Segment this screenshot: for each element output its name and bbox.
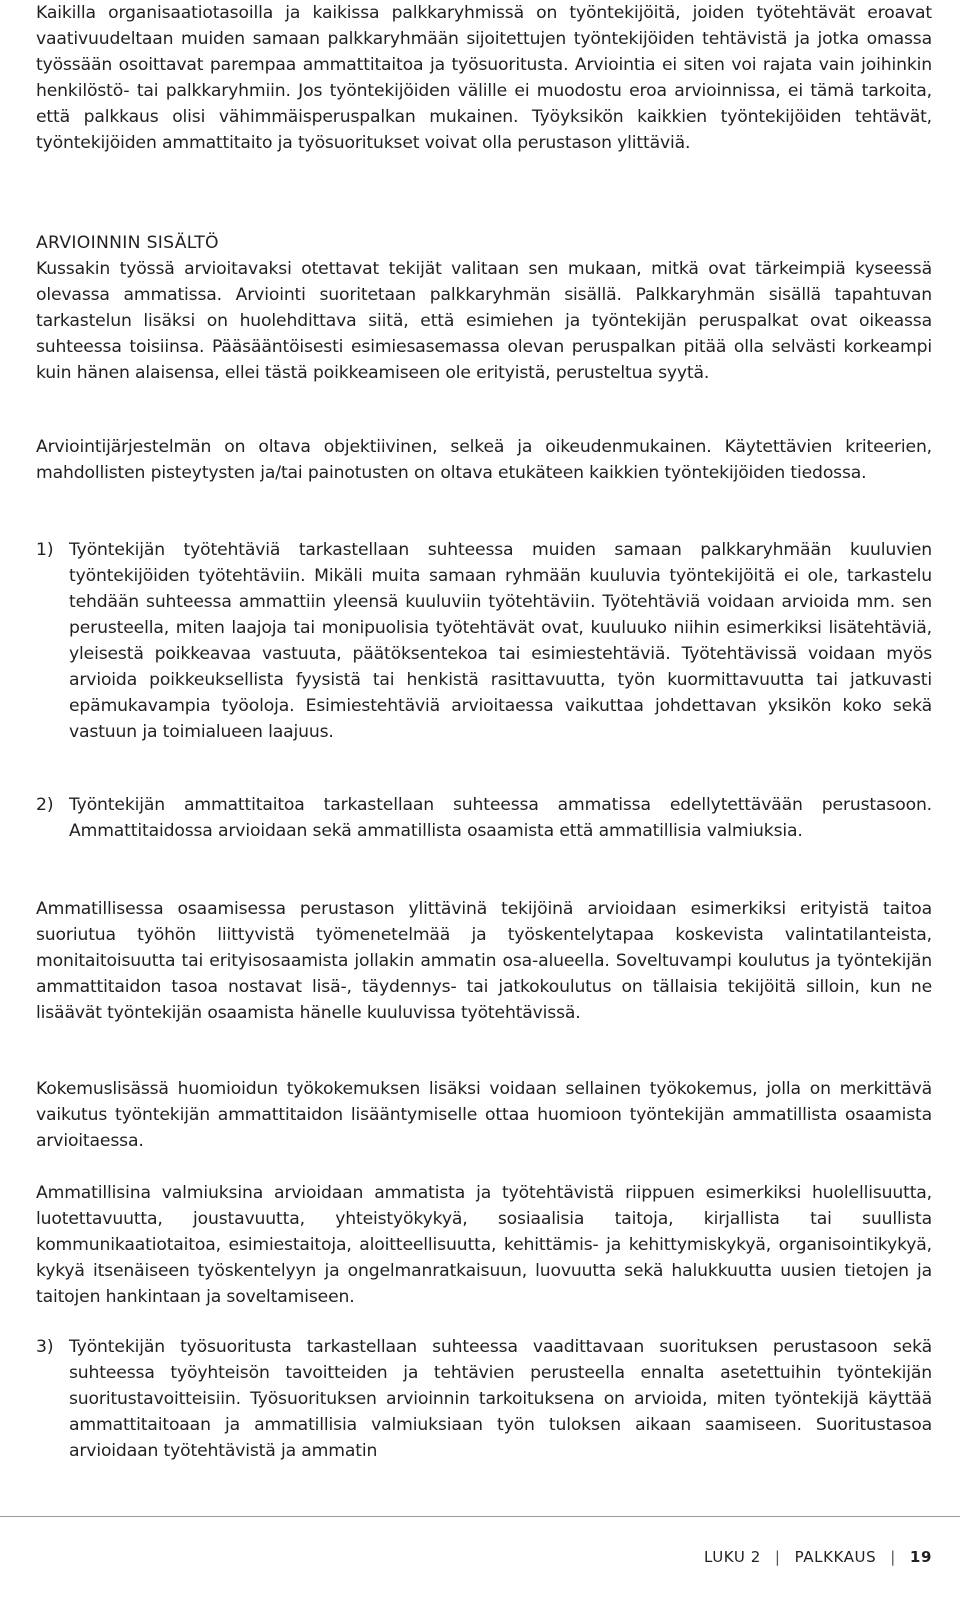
list-item-text: Työntekijän työtehtäviä tarkastellaan suhteessa muiden samaan palkkaryhmään kuuluvien työntekijöiden työtehtäviin. Mikäli muita samaan ryhmään kuuluvia työntekijöitä ei ole, tarkastelu tehdään suhteessa ammattiin yleensä kuuluviin työtehtäviin. Työtehtäviä voidaan arvioida mm. sen perusteella, miten laajoja tai monipuolisia työtehtävät ovat, kuuluuko niihin esimerkiksi lisätehtäviä, yleisestä poikkeavaa vastuuta, päätöksentekoa tai esimiestehtäviä. Työtehtävissä voidaan myös arvioida poikkeuksellista fyysistä tai henkistä rasittavuutta, työn kuormittavuutta tai jatkuvasti epämukavampia työoloja. Esimiestehtäviä arvioitaessa vaikuttaa johdettavan yksikön koko sekä vastuun ja toimialueen laajuus. <box>69 540 932 742</box>
list-item-1 <box>36 537 932 745</box>
content-paragraph-3: Ammatillisessa osaamisessa perustason ylittävinä tekijöinä arvioidaan esimerkiksi erityistä taitoa suoriutua työhön liittyvistä työmenetelmää ja työskentelytapaa koskevista valintatilanteista, monitaitoisuutta tai erityisosaamista jollakin ammatin osa-alueella. Soveltuvampi koulutus ja työntekijän ammattitaidon tasoa nostavat lisä-, täydennys- tai jatkokoulutus on tällaisia tekijöitä silloin, kun ne lisäävät työntekijän osaamista hänelle kuuluvissa työtehtävissä. <box>36 899 932 1023</box>
content-paragraph-2: Arviointijärjestelmän on oltava objektiivinen, selkeä ja oikeudenmukainen. Käytettävien kriteerien, mahdollisten pisteytysten ja/tai painotusten on oltava etukäteen kaikkien työntekijöiden tiedossa. <box>36 437 932 483</box>
list-item-3 <box>36 1334 932 1464</box>
content-paragraph-1: Kussakin työssä arvioitavaksi otettavat tekijät valitaan sen mukaan, mitkä ovat tärkeimpiä kyseessä olevassa ammatissa. Arviointi suoritetaan palkkaryhmän sisällä. Palkkaryhmän sisällä tapahtuvan tarkastelun lisäksi on huolehdittava siitä, että esimiehen ja työntekijän peruspalkat ovat oikeassa suhteessa toisiinsa. Pääsääntöisesti esimiesasemassa olevan peruspalkan pitää olla selvästi korkeampi kuin hänen alaisensa, ellei tästä poikkeamiseen ole erityistä, perusteltua syytä. <box>36 259 932 383</box>
page-number: 19 <box>909 1548 932 1566</box>
list-item-text: Työntekijän työsuoritusta tarkastellaan suhteessa vaadittavaan suorituksen perustasoon sekä suhteessa työyhteisön tavoitteiden ja tehtävien perusteella ennalta asetettuihin työntekijän suoritustavoitteisiin. Työsuorituksen arvioinnin tarkoituksena on arvioida, miten työntekijä käyttää ammattitaitoaan ja ammatillisia valmiuksiaan työn tuloksen aikaan saamiseen. Suoritustasoa arvioidaan työtehtävistä ja ammatin <box>69 1337 932 1461</box>
list-item-2 <box>36 792 932 844</box>
footer-separator: | <box>890 1548 896 1566</box>
list-number: 3) <box>36 1337 54 1357</box>
footer-separator: | <box>774 1548 781 1566</box>
section-heading: ARVIOINNIN SISÄLTÖ <box>36 233 219 253</box>
content-paragraph-5: Ammatillisina valmiuksina arvioidaan ammatista ja työtehtävistä riippuen esimerkiksi huolellisuutta, luotettavuutta, joustavuutta, yhteistyökykyä, sosiaalisia taitoja, kirjallista tai suullista kommunikaatiotaitoa, esimiestaitoja, aloitteellisuutta, kehittämis- ja kehittymiskykyä, organisointikykyä, kykyä itsenäiseen työskentelyyn ja ongelmanratkaisuun, luovuutta sekä halukkuutta uusien tietojen ja taitojen hankintaan ja soveltamiseen. <box>36 1183 932 1307</box>
footer-divider <box>0 1516 960 1517</box>
content-paragraph-4: Kokemuslisässä huomioidun työkokemuksen lisäksi voidaan sellainen työkokemus, jolla on merkittävä vaikutus työntekijän ammattitaidon lisääntymiselle ottaa huomioon työntekijän ammatillista osaamista arvioitaessa. <box>36 1079 932 1151</box>
footer-section: PALKKAUS <box>794 1548 877 1566</box>
intro-paragraph: Kaikilla organisaatiotasoilla ja kaikissa palkkaryhmissä on työntekijöitä, joiden työtehtävät eroavat vaativuudeltaan muiden samaan palkkaryhmään sijoitettujen työntekijöiden tehtävistä ja jotka omassa työssään osoittavat parempaa ammattitaitoa ja työsuoritusta. Arviointia ei siten voi rajata vain joihinkin henkilöstö- tai palkkaryhmiin. Jos työntekijöiden välille ei muodostu eroa arvioinnissa, ei tämä tarkoita, että palkkaus olisi vähimmäisperuspalkan mukainen. Työyksikön kaikkien työntekijöiden tehtävät, työntekijöiden ammattitaito ja työsuoritukset voivat olla perustason ylittäviä. <box>36 3 932 153</box>
page-footer <box>704 1547 932 1567</box>
list-item-text: Työntekijän ammattitaitoa tarkastellaan suhteessa ammatissa edellytettävään perustasoon. Ammattitaidossa arvioidaan sekä ammatillista osaamista että ammatillisia valmiuksia. <box>69 795 932 841</box>
list-number: 1) <box>36 540 54 560</box>
footer-chapter: LUKU 2 <box>704 1548 761 1566</box>
list-number: 2) <box>36 795 54 815</box>
